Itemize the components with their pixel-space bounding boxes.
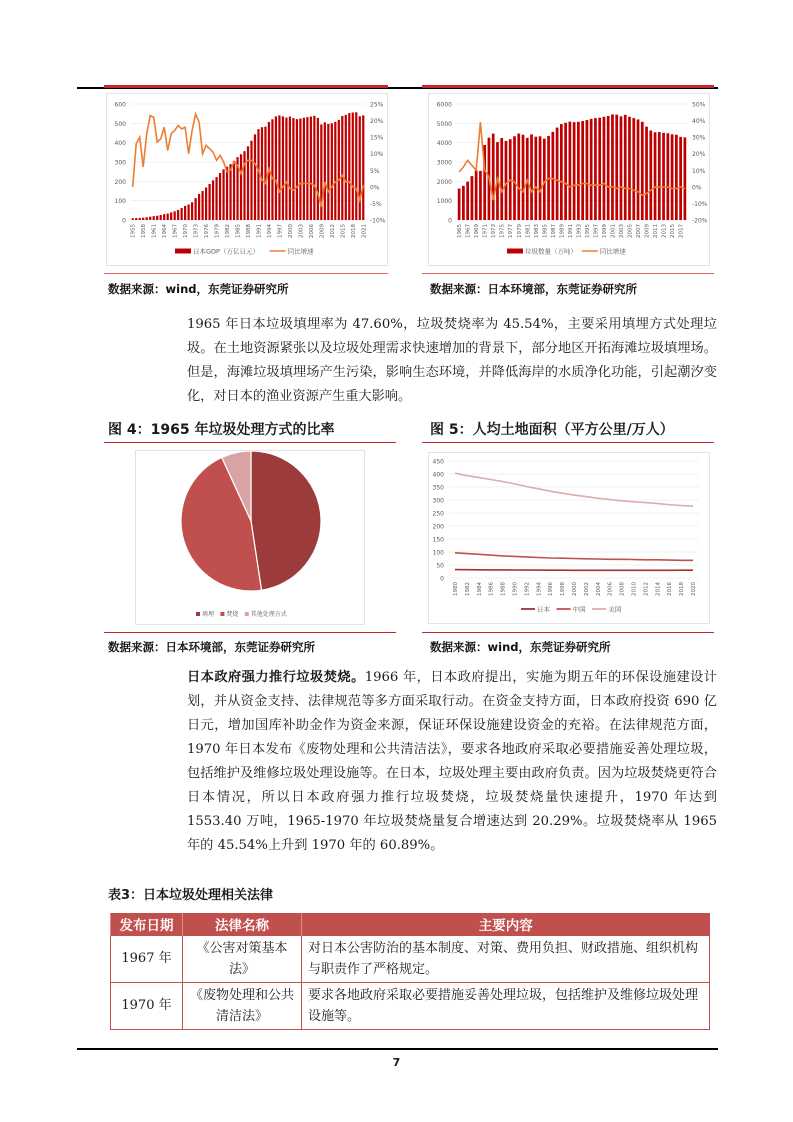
- svg-text:2015: 2015: [670, 224, 677, 238]
- svg-text:2000: 2000: [287, 224, 294, 238]
- page-number: 7: [392, 1056, 401, 1069]
- svg-text:填埋: 填埋: [202, 611, 215, 618]
- svg-text:2008: 2008: [619, 582, 626, 596]
- svg-text:1965: 1965: [457, 224, 464, 238]
- svg-text:1983: 1983: [533, 224, 540, 238]
- svg-text:2017: 2017: [678, 224, 685, 238]
- svg-text:1980: 1980: [453, 582, 459, 596]
- gdp-chart: [106, 93, 388, 266]
- fig4-bottom-rule: [104, 632, 396, 633]
- svg-text:1969: 1969: [474, 224, 481, 238]
- paragraph-incineration: [187, 666, 717, 858]
- svg-text:10%: 10%: [370, 151, 384, 159]
- svg-text:250: 250: [432, 510, 444, 518]
- fig4-top-rule: [104, 442, 396, 443]
- svg-text:400: 400: [114, 140, 126, 148]
- svg-text:1997: 1997: [593, 224, 600, 238]
- svg-text:1986: 1986: [488, 582, 495, 596]
- fig-waste-top-rule: [422, 85, 714, 88]
- svg-text:1967: 1967: [172, 224, 179, 238]
- header-date: 发布日期: [111, 913, 183, 935]
- header-content: 主要内容: [302, 913, 710, 935]
- waste-chart: [428, 93, 710, 266]
- svg-text:1995: 1995: [584, 224, 591, 238]
- svg-text:1967: 1967: [465, 224, 472, 238]
- svg-text:20%: 20%: [370, 118, 384, 126]
- svg-text:0%: 0%: [692, 184, 702, 192]
- svg-text:2011: 2011: [653, 224, 660, 238]
- land-area-line-chart: [429, 453, 711, 625]
- svg-text:20%: 20%: [692, 151, 706, 159]
- svg-text:1999: 1999: [601, 224, 608, 238]
- svg-text:15%: 15%: [370, 134, 384, 142]
- svg-text:1992: 1992: [524, 582, 531, 596]
- svg-text:2003: 2003: [618, 224, 625, 238]
- svg-text:0: 0: [448, 217, 452, 225]
- svg-text:1976: 1976: [204, 224, 211, 238]
- svg-text:200: 200: [114, 178, 126, 186]
- svg-text:300: 300: [114, 159, 126, 167]
- svg-text:150: 150: [432, 536, 444, 544]
- table-row: [111, 935, 710, 982]
- svg-text:50: 50: [436, 562, 444, 570]
- svg-text:350: 350: [432, 484, 444, 492]
- svg-text:2002: 2002: [583, 582, 590, 596]
- waste-bar-line-chart: [429, 94, 711, 267]
- fig5-bottom-rule: [422, 632, 714, 633]
- svg-text:1979: 1979: [214, 224, 221, 238]
- svg-text:2007: 2007: [636, 224, 643, 238]
- fig5-title: 图 5：人均土地面积（平方公里/万人）: [430, 422, 674, 438]
- svg-text:3000: 3000: [436, 159, 452, 167]
- svg-text:1997: 1997: [277, 224, 284, 238]
- cell-content: 对日本公害防治的基本制度、对策、费用负担、财政措施、组织机构与职责作了严格规定。: [302, 935, 710, 982]
- svg-text:600: 600: [114, 101, 126, 109]
- footer-rule: [77, 1048, 718, 1050]
- svg-text:2001: 2001: [610, 224, 617, 238]
- svg-text:-10%: -10%: [370, 217, 386, 225]
- svg-text:200: 200: [432, 523, 444, 531]
- svg-text:2013: 2013: [661, 224, 668, 238]
- svg-text:1973: 1973: [193, 224, 200, 238]
- svg-text:2012: 2012: [329, 224, 336, 238]
- svg-text:1977: 1977: [508, 224, 515, 238]
- svg-text:2018: 2018: [679, 582, 686, 596]
- svg-text:1975: 1975: [499, 224, 506, 238]
- svg-text:10%: 10%: [692, 167, 706, 175]
- cell-date: 1967 年: [111, 935, 183, 982]
- fig5-top-rule: [422, 442, 714, 443]
- svg-text:0: 0: [122, 217, 126, 225]
- fig4-source: 数据来源：日本环境部，东莞证券研究所: [108, 640, 315, 654]
- svg-text:40%: 40%: [692, 118, 706, 126]
- svg-text:30%: 30%: [692, 134, 706, 142]
- svg-text:2021: 2021: [361, 224, 368, 238]
- svg-text:1989: 1989: [559, 224, 566, 238]
- svg-text:1996: 1996: [548, 582, 555, 596]
- table-row: [111, 982, 710, 1029]
- svg-text:其他处理方式: 其他处理方式: [250, 611, 287, 618]
- svg-text:0: 0: [440, 575, 444, 583]
- svg-text:1998: 1998: [560, 582, 567, 596]
- svg-text:-10%: -10%: [692, 200, 708, 208]
- svg-text:1979: 1979: [516, 224, 523, 238]
- svg-text:2016: 2016: [667, 582, 674, 596]
- svg-text:同比增速: 同比增速: [287, 247, 314, 256]
- svg-text:-5%: -5%: [370, 200, 382, 208]
- svg-text:1994: 1994: [266, 224, 273, 238]
- svg-text:垃圾数量（万吨）: 垃圾数量（万吨）: [525, 247, 577, 256]
- svg-text:100: 100: [432, 549, 444, 557]
- svg-text:2020: 2020: [691, 582, 697, 596]
- svg-text:1981: 1981: [525, 224, 532, 238]
- waste-treatment-pie: [136, 451, 366, 626]
- svg-text:-20%: -20%: [692, 217, 708, 225]
- fig-waste-bottom-rule: [422, 273, 714, 274]
- svg-text:1990: 1990: [512, 582, 519, 596]
- svg-text:焚烧: 焚烧: [226, 611, 239, 618]
- svg-text:400: 400: [432, 471, 444, 479]
- svg-text:1987: 1987: [550, 224, 557, 238]
- svg-text:2006: 2006: [308, 224, 315, 238]
- svg-text:2018: 2018: [350, 224, 357, 238]
- svg-text:5%: 5%: [370, 167, 380, 175]
- paragraph-lead: 日本政府强力推行垃圾焚烧。: [187, 670, 365, 685]
- svg-text:500: 500: [114, 120, 126, 128]
- svg-text:1985: 1985: [235, 224, 242, 238]
- svg-text:2012: 2012: [643, 582, 650, 596]
- svg-text:1955: 1955: [130, 224, 137, 238]
- svg-text:2006: 2006: [607, 582, 614, 596]
- svg-text:1994: 1994: [536, 582, 543, 596]
- laws-table: [110, 913, 710, 1030]
- svg-text:1991: 1991: [567, 224, 574, 238]
- svg-text:同比增速: 同比增速: [599, 247, 626, 256]
- svg-text:2009: 2009: [319, 224, 326, 238]
- cell-date: 1970 年: [111, 982, 183, 1029]
- svg-text:1982: 1982: [225, 224, 232, 238]
- svg-text:450: 450: [432, 458, 444, 466]
- cell-name: 《公害对策基本法》: [183, 935, 302, 982]
- svg-text:2003: 2003: [298, 224, 305, 238]
- svg-text:日本: 日本: [537, 605, 550, 614]
- land-area-chart: [428, 452, 710, 624]
- svg-text:1971: 1971: [482, 224, 489, 238]
- svg-text:1984: 1984: [476, 582, 483, 596]
- svg-text:1982: 1982: [464, 582, 471, 596]
- svg-text:2010: 2010: [631, 582, 638, 596]
- svg-text:50%: 50%: [692, 101, 706, 109]
- svg-text:6000: 6000: [436, 101, 452, 109]
- fig-gdp-source: 数据来源：wind，东莞证券研究所: [108, 282, 289, 296]
- table-title: 表3：日本垃圾处理相关法律: [108, 888, 274, 903]
- fig-gdp-bottom-rule: [104, 273, 388, 274]
- pie-chart: [135, 450, 365, 625]
- fig-waste-source: 数据来源：日本环境部，东莞证券研究所: [430, 282, 637, 296]
- svg-text:中国: 中国: [572, 605, 586, 614]
- fig5-source: 数据来源：wind，东莞证券研究所: [430, 640, 611, 654]
- paragraph-landfill: 1965 年日本垃圾填埋率为 47.60%，垃圾焚烧率为 45.54%，主要采用填埋方式处理垃圾。在土地资源紧张以及垃圾处理需求快速增加的背景下，部分地区开拓海滩垃圾填埋场。但是，海滩垃圾填埋场产生污染，影响生态环境，并降低海岸的水质净化功能，引起潮汐变化，对日本的渔业资源产生重大影响。: [187, 317, 717, 404]
- svg-text:2000: 2000: [572, 582, 578, 596]
- svg-text:2000: 2000: [436, 178, 452, 186]
- svg-text:2004: 2004: [595, 582, 602, 596]
- svg-text:1988: 1988: [246, 224, 252, 238]
- svg-text:1993: 1993: [576, 224, 583, 238]
- table-header-row: [111, 913, 710, 935]
- svg-text:2014: 2014: [655, 582, 662, 596]
- svg-text:4000: 4000: [436, 140, 452, 148]
- svg-text:25%: 25%: [370, 101, 384, 109]
- svg-text:300: 300: [432, 497, 444, 505]
- svg-text:1991: 1991: [256, 224, 263, 238]
- svg-text:1985: 1985: [542, 224, 549, 238]
- svg-text:美国: 美国: [608, 605, 622, 614]
- svg-text:2015: 2015: [340, 224, 347, 238]
- svg-text:2005: 2005: [627, 224, 634, 238]
- header-name: 法律名称: [183, 913, 302, 935]
- svg-text:5000: 5000: [436, 120, 452, 128]
- svg-text:1973: 1973: [491, 224, 498, 238]
- svg-text:100: 100: [114, 198, 126, 206]
- svg-text:1970: 1970: [183, 224, 190, 238]
- fig4-title: 图 4：1965 年垃圾处理方式的比率: [108, 422, 335, 438]
- gdp-bar-line-chart: [107, 94, 389, 267]
- svg-text:日本GDP（万亿日元）: 日本GDP（万亿日元）: [193, 247, 259, 256]
- fig-gdp-top-rule: [104, 85, 388, 88]
- svg-text:1988: 1988: [500, 582, 507, 596]
- paragraph-body: 1966 年，日本政府提出，实施为期五年的环保设施建设计划，并从资金支持、法律规范等多方面采取行动。在资金支持方面，日本政府投资 690 亿日元，增加国库补助金作为资金来源，保证环保设施建设资金的充裕。在法律规范方面，1970 年日本发布《废物处理和公共清洁法》，要求各地政府采取必要措施妥善处理垃圾，包括维护及维修垃圾处理设施等。在日本，垃圾处理主要由政府负责。因为垃圾焚烧更符合日本情况，所以日本政府强力推行垃圾焚烧，垃圾焚烧量快速提升，1970 年达到 1553.40 万吨，1965-1970 年垃圾焚烧量复合增速达到 20.29%。垃圾焚烧率从 1965 年的 45.54%上升到 1970 年的 60.89%。: [187, 670, 717, 853]
- svg-text:1961: 1961: [151, 224, 158, 238]
- svg-text:1958: 1958: [141, 224, 148, 238]
- svg-text:0%: 0%: [370, 184, 380, 192]
- svg-text:1000: 1000: [436, 198, 452, 206]
- cell-content: 要求各地政府采取必要措施妥善处理垃圾，包括维护及维修垃圾处理设施等。: [302, 982, 710, 1029]
- svg-text:1964: 1964: [162, 224, 169, 238]
- cell-name: 《废物处理和公共清洁法》: [183, 982, 302, 1029]
- svg-text:2009: 2009: [644, 224, 651, 238]
